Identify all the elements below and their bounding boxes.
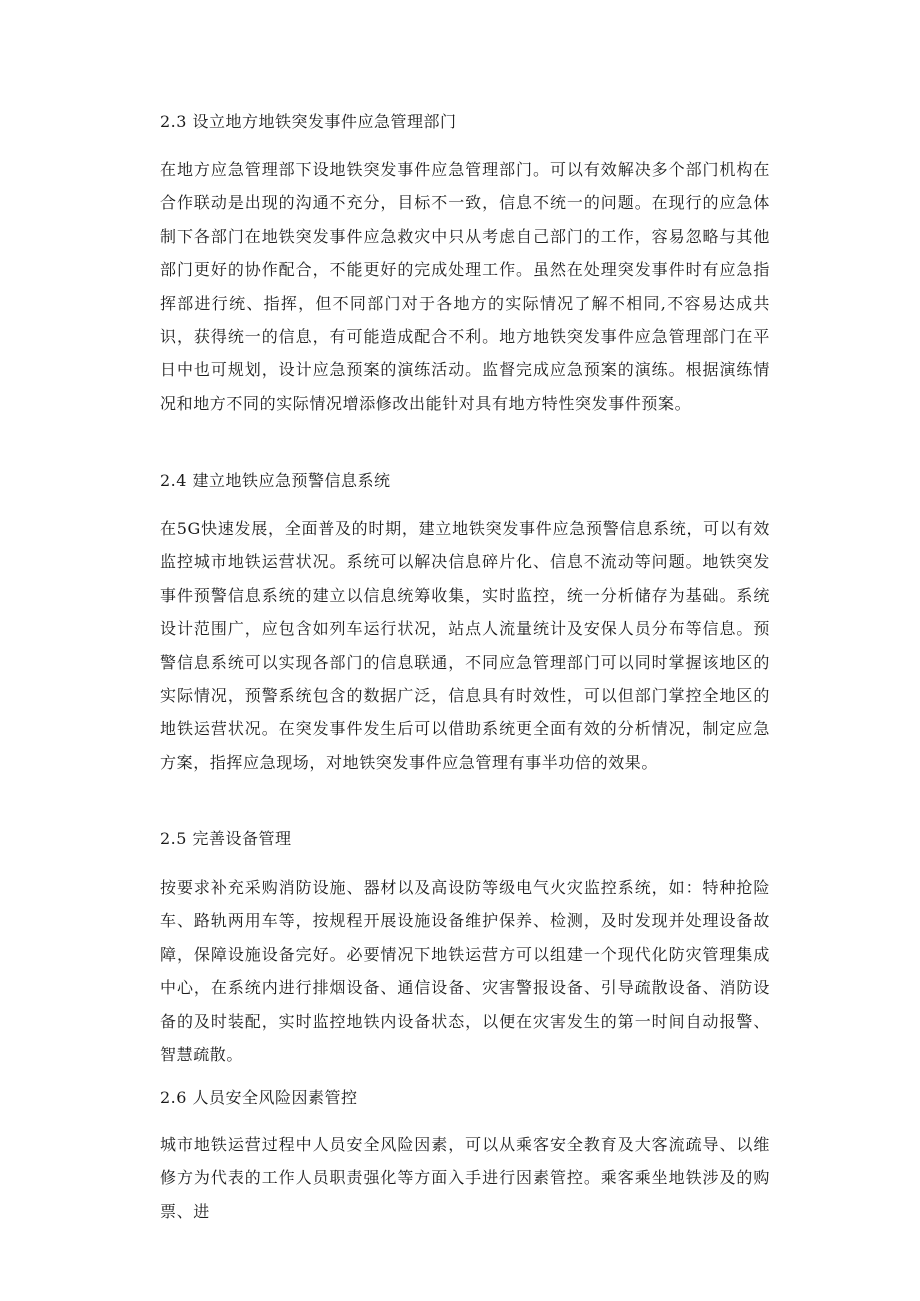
section-heading-2-6: 2.6 人员安全风险因素管控	[160, 1088, 358, 1107]
section-heading-2-3: 2.3 设立地方地铁突发事件应急管理部门	[160, 112, 457, 131]
section-heading-2-4: 2.4 建立地铁应急预警信息系统	[160, 471, 391, 490]
section-paragraph-2-5: 按要求补充采购消防设施、器材以及高设防等级电气火灾监控系统，如：特种抢险车、路轨两用车等，按规程开展设施设备维护保养、检测，及时发现并处理设备故障，保障设施设备完好。必要情况下地铁运营方可以组建一个现代化防灾管理集成中心，在系统内进行排烟设备、通信设备、灾害警报设备、引导疏散设备、消防设备的及时装配，实时监控地铁内设备状态，以便在灾害发生的第一时间自动报警、智慧疏散。	[160, 878, 770, 1065]
section-paragraph-2-4: 在5G快速发展，全面普及的时期，建立地铁突发事件应急预警信息系统，可以有效监控城市地铁运营状况。系统可以解决信息碎片化、信息不流动等问题。地铁突发事件预警信息系统的建立以信息统筹收集，实时监控，统一分析储存为基础。系统设计范围广，应包含如列车运行状况，站点人流量统计及安保人员分布等信息。预警信息系统可以实现各部门的信息联通，不同应急管理部门可以同时掌握该地区的实际情况，预警系统包含的数据广泛，信息具有时效性，可以但部门掌控全地区的地铁运营状况。在突发事件发生后可以借助系统更全面有效的分析情况，制定应急方案，指挥应急现场，对地铁突发事件应急管理有事半功倍的效果。	[160, 519, 770, 772]
section-paragraph-2-3: 在地方应急管理部下设地铁突发事件应急管理部门。可以有效解决多个部门机构在合作联动是出现的沟通不充分，目标不一致，信息不统一的问题。在现行的应急体制下各部门在地铁突发事件应急救灾中只从考虑自己部门的工作，容易忽略与其他部门更好的协作配合，不能更好的完成处理工作。虽然在处理突发事件时有应急指挥部进行统、指挥，但不同部门对于各地方的实际情况了解不相同,不容易达成共识，获得统一的信息，有可能造成配合不利。地方地铁突发事件应急管理部门在平日中也可规划，设计应急预案的演练活动。监督完成应急预案的演练。根据演练情况和地方不同的实际情况增添修改出能针对具有地方特性突发事件预案。	[160, 160, 770, 413]
section-paragraph-2-6: 城市地铁运营过程中人员安全风险因素，可以从乘客安全教育及大客流疏导、以维修方为代表的工作人员职责强化等方面入手进行因素管控。乘客乘坐地铁涉及的购票、进	[160, 1135, 770, 1221]
section-heading-2-5: 2.5 完善设备管理	[160, 829, 292, 848]
